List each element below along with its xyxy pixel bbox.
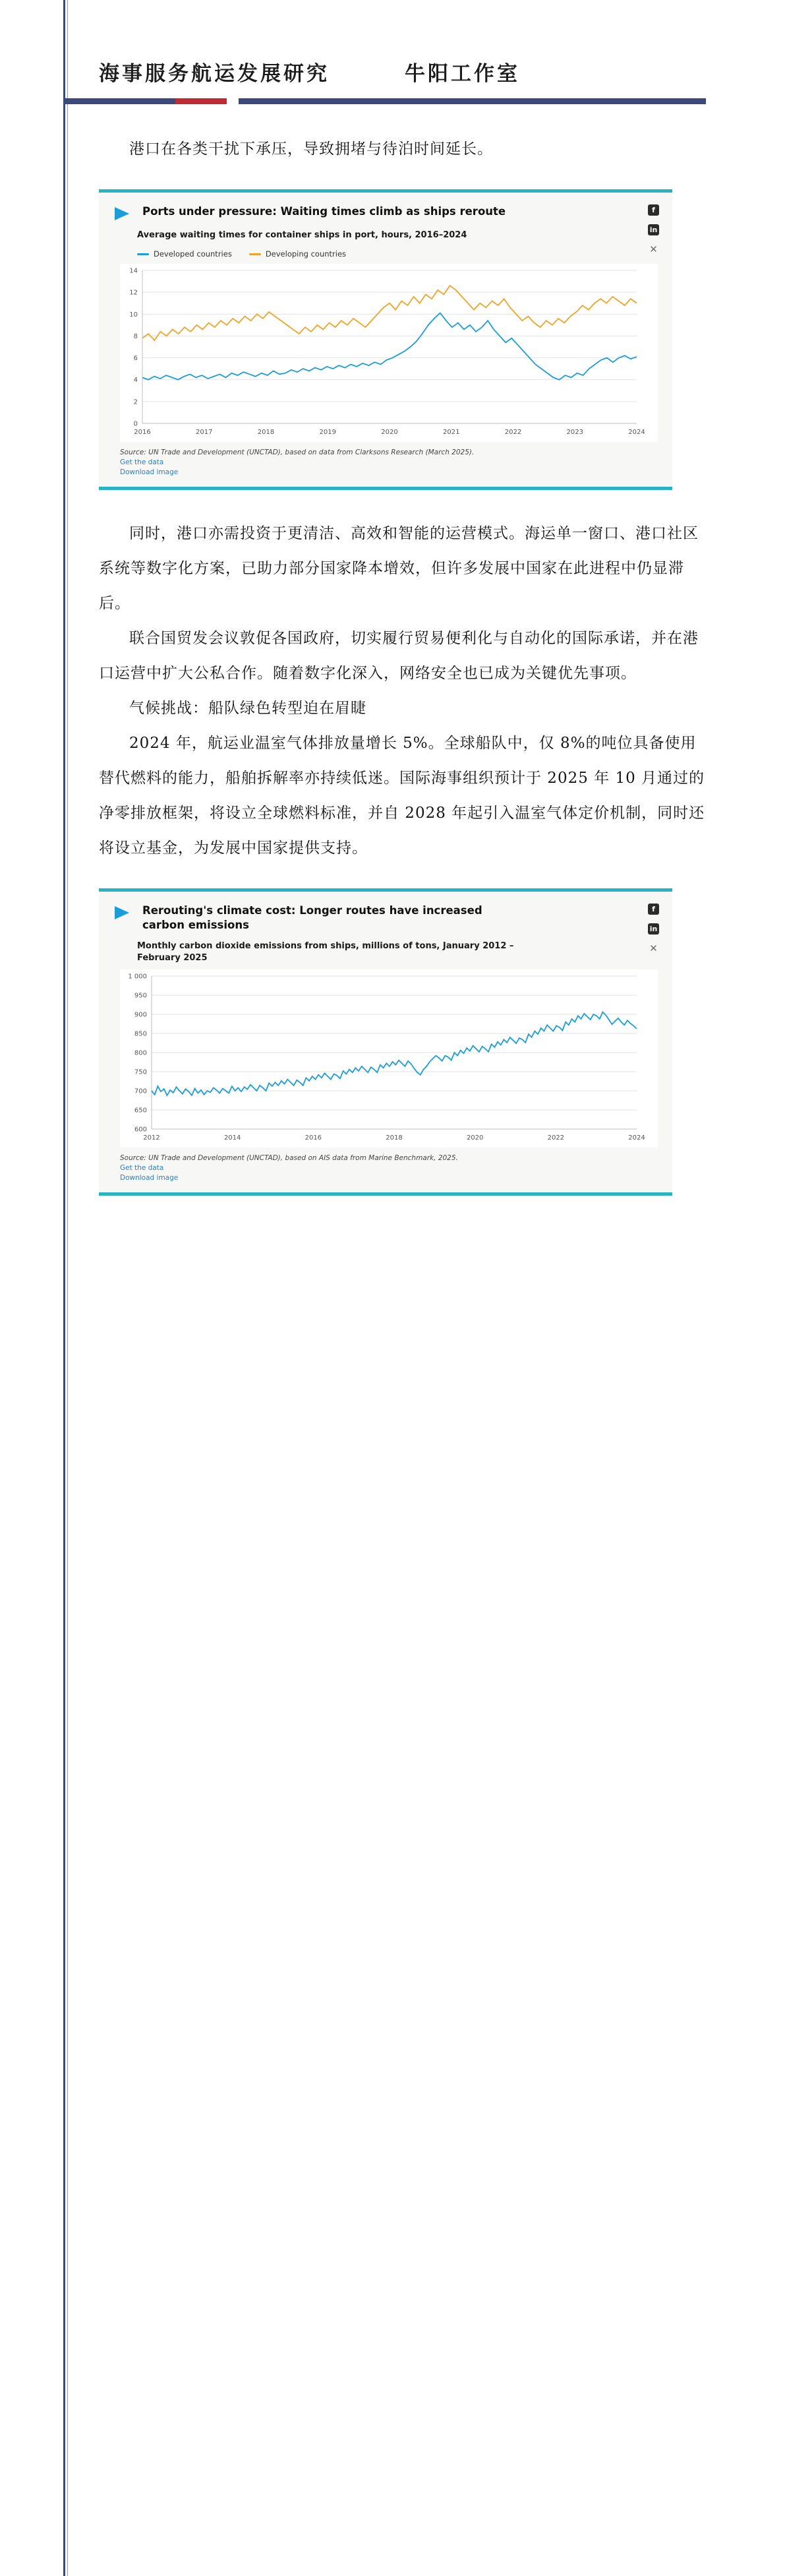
linkedin-icon[interactable]: in <box>648 224 659 235</box>
article-content <box>0 132 785 1196</box>
svg-text:2016: 2016 <box>305 1134 322 1142</box>
figure-links[interactable] <box>120 458 658 477</box>
svg-text:2020: 2020 <box>466 1134 484 1142</box>
svg-text:2022: 2022 <box>504 429 522 436</box>
legend-label-developing: Developing countries <box>265 249 347 259</box>
chart-2-canvas <box>120 969 658 1148</box>
svg-text:850: 850 <box>134 1030 147 1038</box>
legend-swatch-developing <box>249 253 261 255</box>
svg-text:600: 600 <box>134 1126 147 1134</box>
arrow-icon <box>113 206 133 222</box>
legend-swatch-developed <box>137 253 149 255</box>
svg-text:8: 8 <box>133 332 138 340</box>
legend-item-developed <box>137 249 232 259</box>
svg-text:2019: 2019 <box>319 429 336 436</box>
svg-text:2014: 2014 <box>223 1134 241 1142</box>
figure-subtitle: Average waiting times for container ships in port, hours, 2016–2024 <box>137 230 467 240</box>
svg-text:2017: 2017 <box>196 429 213 436</box>
linkedin-icon[interactable]: in <box>648 923 659 935</box>
studio-title: 牛阳工作室 <box>405 62 520 86</box>
svg-text:2022: 2022 <box>547 1134 565 1142</box>
svg-text:950: 950 <box>134 992 147 1000</box>
svg-text:2023: 2023 <box>566 429 583 436</box>
paragraph-5: 2024 年，航运业温室气体排放量增长 5%。全球船队中，仅 8%的吨位具备使用替代燃料的能力，船舶拆解率亦持续低迷。国际海事组织预计于 2025 年 10 月通过的净零排放框架，将设立全球燃料标准，并自 2028 年起引入温室气体定价机制，同时还将设立基金，为发展中国家提供支持。 <box>99 735 705 857</box>
svg-text:2020: 2020 <box>381 429 398 436</box>
header-divider <box>63 98 706 104</box>
arrow-icon <box>113 905 133 921</box>
svg-text:4: 4 <box>133 377 138 384</box>
svg-text:2024: 2024 <box>628 1134 645 1142</box>
header-divider-gap <box>227 98 239 104</box>
line-chart-co2-emissions <box>120 969 647 1148</box>
facebook-icon[interactable]: f <box>648 904 659 915</box>
header-divider-accent <box>175 98 227 104</box>
svg-text:800: 800 <box>134 1049 147 1057</box>
social-share-group[interactable] <box>648 204 659 255</box>
svg-text:2018: 2018 <box>386 1134 403 1142</box>
x-twitter-icon[interactable]: ✕ <box>649 942 658 954</box>
figure-title: Ports under pressure: Waiting times climb as ships reroute <box>142 205 506 218</box>
legend-label-developed: Developed countries <box>154 249 232 259</box>
site-title: 海事服务航运发展研究 <box>99 62 330 86</box>
left-margin-rule-inner <box>67 0 68 2576</box>
svg-text:650: 650 <box>134 1107 147 1115</box>
svg-text:14: 14 <box>129 267 138 275</box>
figure-subtitle: Monthly carbon dioxide emissions from ships, millions of tons, January 2012 – February 2025 <box>137 941 514 963</box>
figure-rerouting-climate-cost <box>99 888 672 1196</box>
svg-text:12: 12 <box>129 289 138 297</box>
paragraph-2: 同时，港口亦需投资于更清洁、高效和智能的运营模式。海运单一窗口、港口社区系统等数字化方案，已助力部分国家降本增效，但许多发展中国家在此进程中仍显滞后。 <box>99 525 699 612</box>
figure-title: Rerouting's climate cost: Longer routes have increased carbon emissions <box>142 904 482 931</box>
left-margin-rule <box>63 0 65 2576</box>
svg-text:700: 700 <box>134 1088 147 1095</box>
download-image-link[interactable]: Download image <box>120 1174 179 1182</box>
svg-text:2024: 2024 <box>628 429 645 436</box>
download-image-link[interactable]: Download image <box>120 468 179 476</box>
svg-text:2021: 2021 <box>443 429 460 436</box>
svg-text:2018: 2018 <box>257 429 275 436</box>
svg-text:6: 6 <box>133 355 138 363</box>
svg-text:1 000: 1 000 <box>128 973 147 981</box>
svg-text:10: 10 <box>129 311 138 319</box>
figure-ports-under-pressure <box>99 189 672 490</box>
figure-source: Source: UN Trade and Development (UNCTAD), based on AIS data from Marine Benchmark, 2025. <box>120 1154 458 1162</box>
facebook-icon[interactable]: f <box>648 204 659 216</box>
social-share-group[interactable] <box>648 904 659 954</box>
line-chart-waiting-times <box>120 264 647 442</box>
svg-text:2: 2 <box>133 398 138 406</box>
svg-text:900: 900 <box>134 1011 147 1019</box>
page-header <box>0 0 785 86</box>
svg-text:0: 0 <box>133 420 138 428</box>
paragraph-3: 联合国贸发会议敦促各国政府，切实履行贸易便利化与自动化的国际承诺，并在港口运营中扩大公私合作。随着数字化深入，网络安全也已成为关键优先事项。 <box>99 630 699 682</box>
figure-links[interactable] <box>120 1163 658 1183</box>
svg-text:2012: 2012 <box>143 1134 160 1142</box>
x-twitter-icon[interactable]: ✕ <box>649 243 658 255</box>
legend-item-developing <box>249 249 346 259</box>
figure-source: Source: UN Trade and Development (UNCTAD), based on data from Clarksons Research (March 2025). <box>120 448 475 456</box>
svg-text:750: 750 <box>134 1068 147 1076</box>
get-the-data-link[interactable]: Get the data <box>120 1164 164 1172</box>
paragraph-1: 港口在各类干扰下承压，导致拥堵与待泊时间延长。 <box>129 140 493 158</box>
chart-legend <box>137 249 658 259</box>
paragraph-4-heading: 气候挑战：船队绿色转型迫在眉睫 <box>129 700 366 717</box>
chart-1-canvas <box>120 264 658 442</box>
svg-text:2016: 2016 <box>134 429 151 436</box>
get-the-data-link[interactable]: Get the data <box>120 458 164 466</box>
